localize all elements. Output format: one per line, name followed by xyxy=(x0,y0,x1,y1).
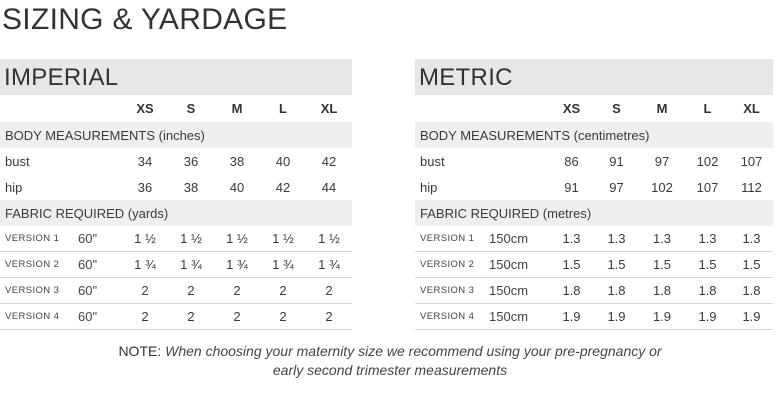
page-title: SIZING & YARDAGE xyxy=(2,3,288,36)
cell: 36 xyxy=(183,153,199,169)
measurement-row-hip xyxy=(415,174,773,200)
row-label: hip xyxy=(420,179,438,195)
cell: 102 xyxy=(696,153,719,169)
cell: 1 ¾ xyxy=(168,252,214,278)
version-row-4 xyxy=(0,304,352,330)
version-row-2 xyxy=(0,252,352,278)
version-label: VERSION 2 xyxy=(415,252,489,278)
cell: 2 xyxy=(306,304,352,330)
body-measurements-header xyxy=(0,122,352,148)
size-l: L xyxy=(703,101,712,116)
fabric-width: 150cm xyxy=(489,278,549,304)
measurement-row-bust xyxy=(415,148,773,174)
cell: 1.9 xyxy=(639,304,685,330)
cell: 1.3 xyxy=(685,226,730,252)
cell: 1 ½ xyxy=(122,226,168,252)
row-label: bust xyxy=(5,153,30,169)
cell: 2 xyxy=(168,278,214,304)
size-xl: XL xyxy=(320,101,338,116)
maternity-note xyxy=(0,342,780,380)
size-xl: XL xyxy=(743,101,760,116)
cell: 107 xyxy=(696,179,719,195)
version-row-3 xyxy=(0,278,352,304)
cell: 1.5 xyxy=(730,252,773,278)
note-text-line-1: When choosing your maternity size we recommend using your pre-pregnancy or xyxy=(165,343,662,359)
version-row-4 xyxy=(415,304,773,330)
measurement-row-hip xyxy=(0,174,352,200)
fabric-width: 60" xyxy=(78,252,122,278)
cell: 1 ½ xyxy=(260,226,306,252)
version-label: VERSION 1 xyxy=(415,226,489,252)
cell: 42 xyxy=(275,179,291,195)
version-label: VERSION 3 xyxy=(0,278,78,304)
version-label: VERSION 4 xyxy=(0,304,78,330)
cell: 2 xyxy=(122,278,168,304)
cell: 1.5 xyxy=(685,252,730,278)
cell: 107 xyxy=(740,153,763,169)
cell: 1.5 xyxy=(639,252,685,278)
size-xs: XS xyxy=(136,101,154,116)
cell: 38 xyxy=(183,179,199,195)
imperial-panel xyxy=(0,59,352,330)
fabric-width: 150cm xyxy=(489,226,549,252)
body-measurements-header xyxy=(415,122,773,148)
size-m: M xyxy=(231,101,243,116)
cell: 1.8 xyxy=(685,278,730,304)
size-header-row xyxy=(415,95,773,122)
cell: 1 ¾ xyxy=(214,252,260,278)
section-label: FABRIC REQUIRED (yards) xyxy=(0,200,352,226)
cell: 1.8 xyxy=(730,278,773,304)
cell: 40 xyxy=(229,179,245,195)
size-s: S xyxy=(612,101,621,116)
cell: 2 xyxy=(260,304,306,330)
cell: 2 xyxy=(122,304,168,330)
cell: 2 xyxy=(168,304,214,330)
cell: 1 ½ xyxy=(214,226,260,252)
cell: 1.3 xyxy=(730,226,773,252)
imperial-heading: IMPERIAL xyxy=(0,59,352,95)
fabric-required-header xyxy=(415,200,773,226)
cell: 1 ½ xyxy=(306,226,352,252)
cell: 2 xyxy=(214,304,260,330)
cell: 1.8 xyxy=(549,278,594,304)
size-xs: XS xyxy=(562,101,581,116)
cell: 1.3 xyxy=(549,226,594,252)
cell: 1 ¾ xyxy=(306,252,352,278)
metric-panel xyxy=(415,59,773,330)
cell: 44 xyxy=(321,179,337,195)
cell: 1 ½ xyxy=(168,226,214,252)
cell: 1.9 xyxy=(730,304,773,330)
metric-table xyxy=(415,95,773,330)
fabric-width: 60" xyxy=(78,278,122,304)
cell: 1.5 xyxy=(594,252,639,278)
imperial-table xyxy=(0,95,352,330)
note-label: NOTE: xyxy=(118,343,162,359)
cell: 1.8 xyxy=(594,278,639,304)
version-row-3 xyxy=(415,278,773,304)
cell: 112 xyxy=(741,179,762,195)
row-label: hip xyxy=(5,179,23,195)
version-row-1 xyxy=(415,226,773,252)
cell: 1.3 xyxy=(639,226,685,252)
note-line-1 xyxy=(0,342,780,361)
section-label: FABRIC REQUIRED (metres) xyxy=(415,200,773,226)
cell: 1.9 xyxy=(549,304,594,330)
cell: 38 xyxy=(229,153,245,169)
size-l: L xyxy=(279,101,287,116)
cell: 86 xyxy=(564,153,579,169)
cell: 97 xyxy=(654,153,670,169)
version-label: VERSION 1 xyxy=(0,226,78,252)
cell: 1.3 xyxy=(594,226,639,252)
cell: 2 xyxy=(214,278,260,304)
section-label: BODY MEASUREMENTS (inches) xyxy=(0,122,352,148)
size-header-row xyxy=(0,95,352,122)
cell: 2 xyxy=(306,278,352,304)
cell: 1.8 xyxy=(639,278,685,304)
version-label: VERSION 3 xyxy=(415,278,489,304)
size-s: S xyxy=(186,101,196,116)
cell: 34 xyxy=(137,153,153,169)
cell: 102 xyxy=(651,179,673,195)
cell: 1 ¾ xyxy=(122,252,168,278)
cell: 97 xyxy=(609,179,624,195)
fabric-width: 60" xyxy=(78,304,122,330)
cell: 1 ¾ xyxy=(260,252,306,278)
size-m: M xyxy=(656,101,668,116)
cell: 1.9 xyxy=(685,304,730,330)
fabric-required-header xyxy=(0,200,352,226)
cell: 40 xyxy=(275,153,291,169)
cell: 2 xyxy=(260,278,306,304)
cell: 36 xyxy=(137,179,153,195)
version-row-2 xyxy=(415,252,773,278)
cell: 1.9 xyxy=(594,304,639,330)
fabric-width: 150cm xyxy=(489,304,549,330)
version-label: VERSION 2 xyxy=(0,252,78,278)
cell: 91 xyxy=(564,179,579,195)
measurement-row-bust xyxy=(0,148,352,174)
metric-heading: METRIC xyxy=(415,59,773,95)
cell: 91 xyxy=(609,153,624,169)
fabric-width: 60" xyxy=(78,226,122,252)
cell: 1.5 xyxy=(549,252,594,278)
version-row-1 xyxy=(0,226,352,252)
note-text-line-2: early second trimester measurements xyxy=(272,362,508,378)
section-label: BODY MEASUREMENTS (centimetres) xyxy=(415,122,773,148)
fabric-width: 150cm xyxy=(489,252,549,278)
cell: 42 xyxy=(321,153,337,169)
row-label: bust xyxy=(420,153,445,169)
version-label: VERSION 4 xyxy=(415,304,489,330)
